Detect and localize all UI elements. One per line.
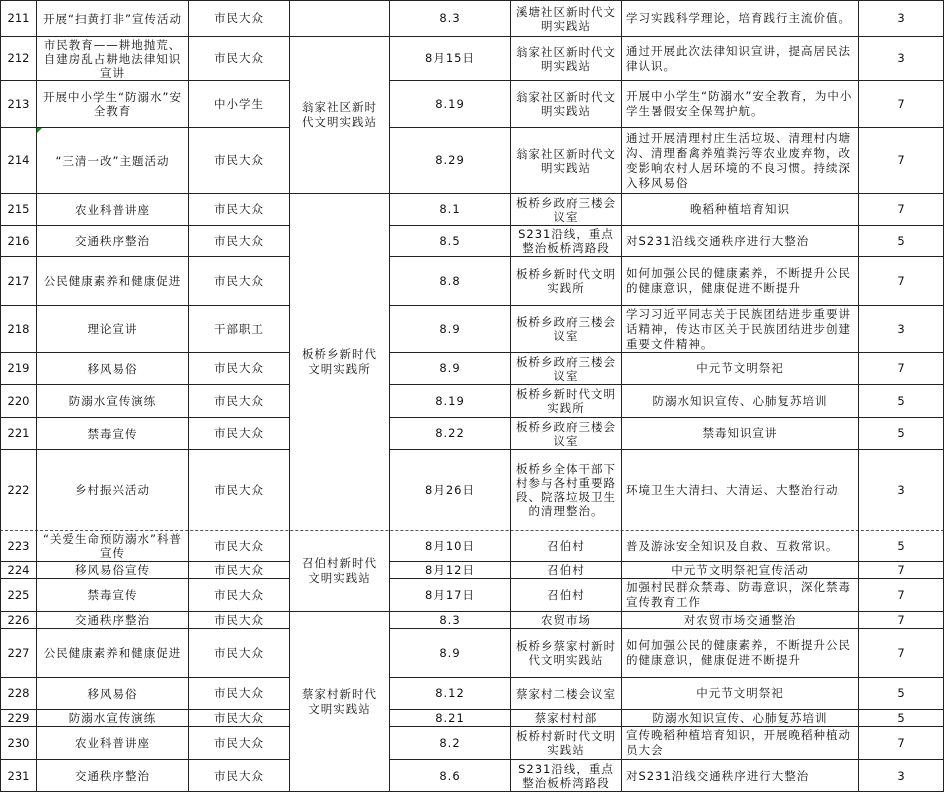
row-number: 211 xyxy=(7,11,30,25)
table-row xyxy=(0,305,944,352)
target-audience: 市民大众 xyxy=(214,51,264,65)
activity-name: 交通秩序整治 xyxy=(75,613,150,627)
target-audience: 市民大众 xyxy=(214,11,264,25)
activity-content: 开展中小学生“防溺水”安全教育，为中小学生暑假安全保驾护航。 xyxy=(626,89,853,118)
activity-name: 乡村振兴活动 xyxy=(75,483,150,497)
activity-name: 公民健康素养和健康促进 xyxy=(43,274,182,288)
participant-count: 3 xyxy=(897,51,905,65)
participant-count: 3 xyxy=(897,321,905,336)
row-number: 225 xyxy=(7,587,30,602)
row-number: 230 xyxy=(7,735,30,750)
participant-count: 7 xyxy=(897,361,905,375)
row-number: 229 xyxy=(7,710,30,725)
activity-content: 禁毒知识宣讲 xyxy=(702,426,778,440)
activity-location: 溪塘社区新时代文明实践站 xyxy=(516,4,616,33)
activity-location: 板桥村新时代文明实践站 xyxy=(516,729,616,757)
table-row xyxy=(0,628,944,677)
activity-date: 8.6 xyxy=(439,768,461,783)
participant-count: 3 xyxy=(897,768,905,783)
activity-name: 禁毒宣传 xyxy=(87,426,138,441)
activity-location: S231沿线，重点整治板桥湾路段 xyxy=(518,762,614,790)
target-audience: 市民大众 xyxy=(214,426,264,440)
activity-location: 板桥乡全体干部下村参与各村重要路段、院落垃圾卫生的清理整治。 xyxy=(516,462,616,518)
participant-count: 5 xyxy=(897,686,905,700)
participant-count: 3 xyxy=(897,482,905,497)
activity-name: 开展“扫黄打非”宣传活动 xyxy=(43,11,182,26)
activity-content: 防溺水知识宣传、心肺复苏培训 xyxy=(652,393,828,408)
activity-content: 对S231沿线交通秩序进行大整治 xyxy=(626,233,810,248)
table-row xyxy=(0,561,944,578)
row-number: 212 xyxy=(7,51,30,65)
activity-name: 移风易俗 xyxy=(87,361,138,376)
row-number: 221 xyxy=(7,426,30,440)
activity-name: 农业科普讲座 xyxy=(75,736,150,750)
target-audience: 市民大众 xyxy=(214,361,264,375)
activity-location: 召伯村 xyxy=(547,588,585,602)
target-audience: 市民大众 xyxy=(214,710,264,725)
activity-content: 如何加强公民的健康素养，不断提升公民的健康意识，健康促进不断提升 xyxy=(626,266,851,295)
table-row xyxy=(0,225,944,256)
organizer-cell: 翁家社区新时代文明实践站 xyxy=(302,100,377,129)
activity-location: 板桥乡政府三楼会议室 xyxy=(516,419,616,448)
activity-date: 8月17日 xyxy=(425,587,475,602)
target-audience: 市民大众 xyxy=(214,202,264,216)
activity-date: 8月15日 xyxy=(425,51,475,65)
comment-marker-icon xyxy=(37,128,42,133)
activity-date: 8.8 xyxy=(439,273,461,288)
table-row xyxy=(0,384,944,417)
activity-date: 8.1 xyxy=(439,202,461,216)
table-row xyxy=(0,578,944,611)
activity-name: 开展中小学生“防溺水”安全教育 xyxy=(43,90,182,118)
activity-date: 8.22 xyxy=(435,426,465,440)
activity-content: 普及游泳安全知识及自救、互救常识。 xyxy=(626,538,839,553)
row-number: 216 xyxy=(7,233,30,248)
activity-date: 8.19 xyxy=(435,96,465,111)
activity-date: 8.9 xyxy=(439,361,461,375)
activity-content: 学习习近平同志关于民族团结进步重要讲话精神，传达市区关于民族团结进步创建重要文件精神。 xyxy=(626,306,851,351)
row-number: 214 xyxy=(7,153,30,167)
activity-name: “三清一改”主题活动 xyxy=(55,153,170,168)
activity-content: 对农贸市场交通整治 xyxy=(683,612,797,627)
table-row xyxy=(0,127,944,193)
activity-name: 理论宣讲 xyxy=(87,322,138,336)
activity-location: 翁家社区新时代文明实践站 xyxy=(516,44,616,73)
table-row xyxy=(0,36,944,80)
target-audience: 市民大众 xyxy=(214,587,264,602)
participant-count: 3 xyxy=(897,11,905,25)
activity-location: 召伯村 xyxy=(547,563,585,577)
participant-count: 7 xyxy=(897,645,905,660)
participant-count: 7 xyxy=(897,735,905,750)
activity-name: 禁毒宣传 xyxy=(87,588,138,602)
activity-content: 如何加强公民的健康素养，不断提升公民的健康意识，健康促进不断提升 xyxy=(626,638,851,667)
table-row xyxy=(0,0,944,36)
row-number: 227 xyxy=(7,645,30,660)
activity-content: 宣传晚稻种植培育知识，开展晚稻种植动员大会 xyxy=(626,728,851,757)
target-audience: 市民大众 xyxy=(214,735,264,750)
row-number: 220 xyxy=(7,393,30,408)
activity-content: 加强村民群众禁毒、防毒意识，深化禁毒宣传教育工作 xyxy=(626,580,851,609)
activity-name: 公民健康素养和健康促进 xyxy=(43,646,182,660)
table-row xyxy=(0,449,944,530)
table-row xyxy=(0,677,944,709)
participant-count: 5 xyxy=(897,710,905,725)
target-audience: 中小学生 xyxy=(214,96,264,111)
row-number: 222 xyxy=(7,482,30,497)
target-audience: 市民大众 xyxy=(214,612,264,627)
participant-count: 7 xyxy=(897,587,905,602)
target-audience: 市民大众 xyxy=(214,153,264,167)
target-audience: 市民大众 xyxy=(214,393,264,408)
target-audience: 市民大众 xyxy=(214,562,264,577)
row-number: 231 xyxy=(7,768,30,783)
activity-content: 中元节文明祭祀 xyxy=(696,686,784,700)
row-number: 219 xyxy=(7,361,30,375)
activity-name: 交通秩序整治 xyxy=(75,234,150,248)
activity-location: S231沿线，重点整治板桥湾路段 xyxy=(518,227,614,255)
activity-name: “关爱生命预防溺水”科普宣传 xyxy=(43,532,182,560)
table-row xyxy=(0,417,944,449)
activity-content: 防溺水知识宣传、心肺复苏培训 xyxy=(652,710,828,725)
activity-content: 环境卫生大清扫、大清运、大整治行动 xyxy=(626,482,839,497)
target-audience: 市民大众 xyxy=(214,273,264,288)
organizer-cell: 召伯村新时代文明实践站 xyxy=(302,556,377,585)
activity-content: 中元节文明祭祀 xyxy=(696,361,784,375)
table-row xyxy=(0,611,944,628)
row-number: 215 xyxy=(7,202,30,216)
participant-count: 5 xyxy=(897,538,905,553)
activity-name: 移风易俗宣传 xyxy=(75,563,150,577)
activity-name: 交通秩序整治 xyxy=(75,769,150,783)
activity-name: 防溺水宣传演练 xyxy=(68,711,157,725)
activity-location: 翁家社区新时代文明实践站 xyxy=(516,146,616,175)
table-row xyxy=(0,709,944,726)
organizer-cell: 蔡家村新时代文明实践站 xyxy=(302,687,377,716)
activity-date: 8.9 xyxy=(439,645,461,660)
participant-count: 5 xyxy=(897,233,905,248)
participant-count: 5 xyxy=(897,426,905,440)
table-row xyxy=(0,80,944,127)
target-audience: 干部职工 xyxy=(214,321,264,336)
activity-location: 板桥乡政府三楼会议室 xyxy=(516,315,616,343)
row-number: 224 xyxy=(7,562,30,577)
organizer-cell: 板桥乡新时代文明实践所 xyxy=(302,347,377,376)
target-audience: 市民大众 xyxy=(214,233,264,248)
activity-location: 翁家社区新时代文明实践站 xyxy=(516,90,616,118)
activity-location: 蔡家村二楼会议室 xyxy=(516,686,616,701)
activity-content: 晚稻种植培育知识 xyxy=(690,202,790,216)
activity-location: 板桥乡新时代文明实践所 xyxy=(516,267,616,295)
participant-count: 7 xyxy=(897,96,905,111)
row-number: 217 xyxy=(7,273,30,288)
activity-date: 8.2 xyxy=(439,735,461,750)
activity-name: 移风易俗 xyxy=(87,686,138,701)
activity-location: 板桥乡政府三楼会议室 xyxy=(516,195,616,224)
activity-location: 召伯村 xyxy=(547,539,585,553)
row-number: 228 xyxy=(7,686,30,700)
row-number: 223 xyxy=(7,538,30,553)
activity-date: 8.29 xyxy=(435,153,465,167)
target-audience: 市民大众 xyxy=(214,768,264,783)
activity-content: 对S231沿线交通秩序进行大整治 xyxy=(626,768,810,783)
activity-location: 板桥乡新时代文明实践所 xyxy=(516,387,616,415)
activity-date: 8.5 xyxy=(439,233,461,248)
target-audience: 市民大众 xyxy=(214,686,264,700)
participant-count: 7 xyxy=(897,153,905,167)
row-number: 218 xyxy=(7,321,30,336)
activity-date: 8.19 xyxy=(435,393,465,408)
activity-location: 板桥乡政府三楼会议室 xyxy=(516,354,616,383)
participant-count: 7 xyxy=(897,202,905,216)
row-number: 226 xyxy=(7,612,30,627)
activity-location: 蔡家村村部 xyxy=(534,711,598,725)
activity-name: 防溺水宣传演练 xyxy=(68,394,157,408)
activity-date: 8月12日 xyxy=(425,562,475,577)
activity-content: 通过开展清理村庄生活垃圾、清理村内塘沟、清理畜禽养殖粪污等农业废弃物，改变影响农村人居环境的不良习惯。持续深入移风易俗 xyxy=(626,130,851,190)
activity-location: 板桥乡蔡家村新时代文明实践站 xyxy=(516,639,616,667)
activity-date: 8.21 xyxy=(435,710,465,725)
participant-count: 7 xyxy=(897,612,905,627)
activity-name: 农业科普讲座 xyxy=(75,202,150,217)
activity-content: 通过开展此次法律知识宣讲，提高居民法律认识。 xyxy=(626,43,851,73)
participant-count: 5 xyxy=(897,393,905,408)
activity-date: 8.9 xyxy=(439,321,461,336)
activity-date: 8月26日 xyxy=(425,482,475,497)
activity-date: 8.3 xyxy=(439,11,461,25)
table-row xyxy=(0,193,944,225)
table-row xyxy=(0,530,944,561)
activity-date: 8月10日 xyxy=(425,538,475,553)
activity-content: 中元节文明祭祀宣传活动 xyxy=(671,562,809,577)
activity-location: 农贸市场 xyxy=(541,613,591,627)
target-audience: 市民大众 xyxy=(214,538,264,553)
activity-name: 市民教育——耕地抛荒、自建房乱占耕地法律知识宣讲 xyxy=(43,37,182,80)
table-row xyxy=(0,759,944,792)
target-audience: 市民大众 xyxy=(214,645,264,660)
table-row xyxy=(0,352,944,384)
participant-count: 7 xyxy=(897,273,905,288)
activity-date: 8.3 xyxy=(439,612,461,627)
activity-content: 学习实践科学理论，培育践行主流价值。 xyxy=(626,11,851,25)
row-number: 213 xyxy=(7,96,30,111)
table-row xyxy=(0,726,944,759)
activity-date: 8.12 xyxy=(435,686,465,700)
participant-count: 7 xyxy=(897,562,905,577)
target-audience: 市民大众 xyxy=(214,482,264,497)
table-row xyxy=(0,256,944,305)
